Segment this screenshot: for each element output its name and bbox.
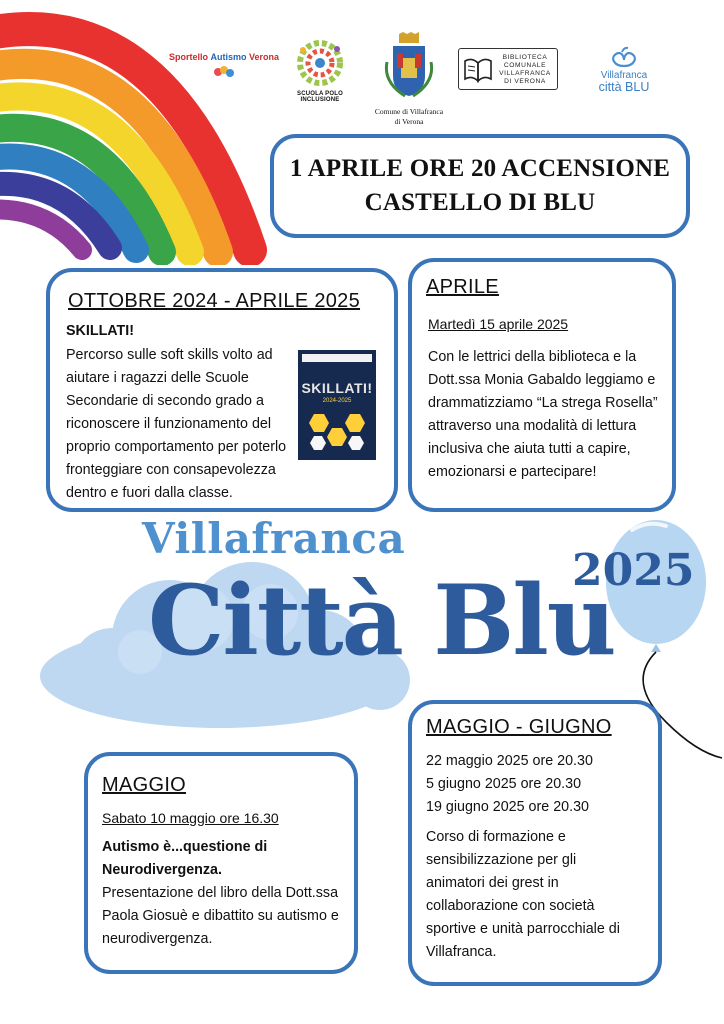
event-text-line: attraverso una modalità di lettura xyxy=(428,418,637,434)
headline-box xyxy=(270,134,690,238)
event-text-line: Paola Giosuè e dibattito su autismo e xyxy=(102,908,339,924)
title-year: 2025 xyxy=(572,545,695,596)
crest-icon xyxy=(383,32,435,102)
headline-line-2: CASTELLO DI BLU xyxy=(364,189,596,216)
event-text-line: dentro e fuori dalla classe. xyxy=(66,485,233,501)
sportello-autismo-logo: Sportello Autismo Verona xyxy=(168,52,280,84)
scuola-polo-logo: SCUOLA POLO INCLUSIONE xyxy=(288,40,352,103)
event-text-line: animatori dei grest in xyxy=(426,875,559,891)
event-title: APRILE xyxy=(426,276,499,298)
villafranca-citta-blu-logo: Villafranca città BLU xyxy=(588,44,660,102)
event-box-maggio-giugno xyxy=(408,700,662,986)
event-text-line: drammatizziamo “La strega Rosella” xyxy=(428,395,658,411)
event-text-line: sensibilizzazione per gli xyxy=(426,852,577,868)
open-book-icon xyxy=(463,55,493,83)
event-date-line: 5 giugno 2025 ore 20.30 xyxy=(426,776,582,792)
event-title: MAGGIO xyxy=(102,774,187,796)
event-box-maggio xyxy=(84,752,358,974)
comune-villafranca-crest: Comune di Villafranca di Verona xyxy=(366,32,452,127)
title-villafranca: Villafranca xyxy=(142,514,406,563)
event-text-line: neurodivergenza. xyxy=(102,931,213,947)
rainbow-decoration xyxy=(0,0,270,265)
event-text-line: Percorso sulle soft skills volto ad xyxy=(66,347,273,363)
event-text-line: Presentazione del libro della Dott.ssa xyxy=(102,885,339,901)
event-title: MAGGIO - GIUGNO xyxy=(426,716,612,738)
event-text-line: riconoscere il funzionamento del xyxy=(66,416,272,432)
headline-line-1: 1 APRILE ORE 20 ACCENSIONE xyxy=(289,155,671,182)
hands-circle-icon xyxy=(295,40,345,86)
biblioteca-comunale-logo: BIBLIOTECA COMUNALE VILLAFRANCA DI VERONA xyxy=(458,48,558,90)
skillati-poster-image xyxy=(298,350,376,460)
event-text-line: Secondarie di secondo grado a xyxy=(66,393,264,409)
event-text-line: inclusiva che aiuta tutti a capire, xyxy=(428,441,631,457)
event-date-line: 19 giugno 2025 ore 20.30 xyxy=(426,799,589,815)
event-text-line: Dott.ssa Monia Gabaldo leggiamo e xyxy=(428,372,656,388)
event-text-line: fronteggiare con consapevolezza xyxy=(66,462,276,478)
event-date: Sabato 10 maggio ore 16.30 xyxy=(102,810,279,826)
event-text-line: collaborazione con società xyxy=(426,898,595,914)
event-text-line: Villafranca. xyxy=(426,944,497,960)
event-subtitle: Neurodivergenza. xyxy=(102,862,222,878)
event-title: OTTOBRE 2024 - APRILE 2025 xyxy=(68,290,361,312)
swirl-icon xyxy=(606,46,642,70)
puzzle-icon xyxy=(213,65,235,79)
event-text-line: emozionarsi e partecipare! xyxy=(428,464,597,480)
title-citta-blu: Città Blu xyxy=(148,564,615,677)
poster-graphics xyxy=(302,410,372,456)
event-subtitle: SKILLATI! xyxy=(66,323,135,339)
poster-title: SKILLATI! xyxy=(301,380,373,396)
event-text-line: proprio comportamento per poterlo xyxy=(66,439,287,455)
event-text-line: aiutare i ragazzi delle Scuole xyxy=(66,370,249,386)
event-text-line: sportive e unità parrocchiale di xyxy=(426,921,620,937)
event-text-line: Corso di formazione e xyxy=(426,829,566,845)
event-text-line: Con le lettrici della biblioteca e la xyxy=(428,349,637,365)
event-subtitle: Autismo è...questione di xyxy=(102,839,268,855)
event-box-aprile xyxy=(408,258,676,512)
poster-years: 2024-2025 xyxy=(322,398,352,404)
event-date: Martedì 15 aprile 2025 xyxy=(428,316,569,332)
event-date-line: 22 maggio 2025 ore 20.30 xyxy=(426,753,593,769)
